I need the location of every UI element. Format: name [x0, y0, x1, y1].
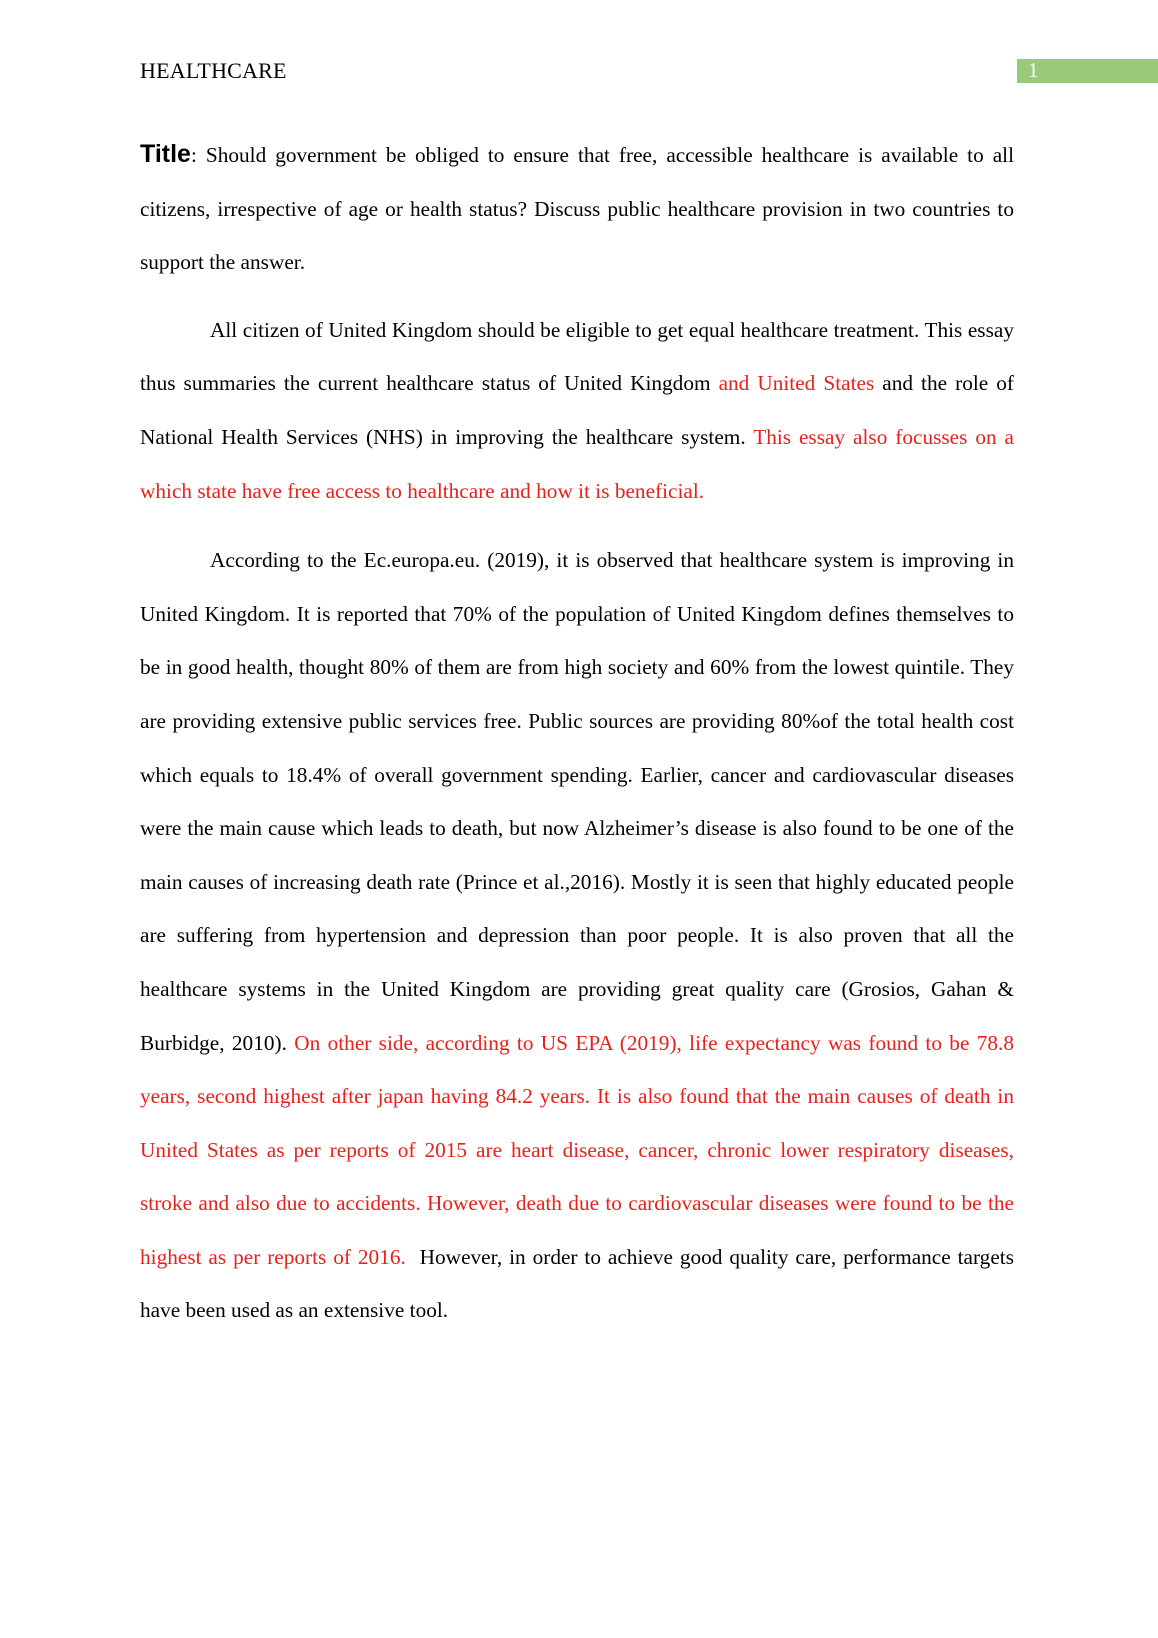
page-number-bar	[1017, 59, 1158, 83]
essay-title	[140, 128, 1014, 290]
title-text: Should government be obliged to ensure that free, accessible healthcare is available to all citizens, irrespective of age or health status? Discuss public healthcare provision in two countries to support the answer.	[140, 143, 1014, 275]
title-separator: :	[190, 143, 197, 167]
revised-text: and United States	[718, 371, 875, 396]
title-label: Title	[140, 140, 191, 168]
paragraph-healthcare-status	[140, 534, 1020, 1338]
paragraph-introduction	[140, 304, 1014, 518]
paragraph-text: All citizen of United Kingdom should be eligible to get equal healthcare treatment. This essay thus summaries the current healthcare status of United Kingdom	[140, 317, 1014, 396]
paragraph-text: According to the Ec.europa.eu. (2019), it is observed that healthcare system is improving in United Kingdom. It is reported that 70% of the population of United Kingdom defines themselves to be in good health, thought 80% of them are from high society and 60% from the lowest quintile. They are providing extensive public services free. Public sources are providing 80%of the total health cost which equals to 18.4% of overall government spending. Earlier, cancer and cardiovascular diseases were the main cause which leads to death, but now Alzheimer’s disease is also found to be one of the main causes of increasing death rate (Prince et al.,2016). Mostly it is seen that highly educated people are suffering from hypertension and depression than poor people. It is also proven that all the healthcare systems in the United Kingdom are providing great quality care (Grosios, Gahan & Burbidge, 2010).	[140, 548, 1014, 1055]
document-body	[140, 128, 1020, 1354]
running-header-title: HEALTHCARE	[140, 58, 287, 83]
paragraph-text: and the role of National Health Services (NHS) in improving the healthcare system.	[140, 371, 1014, 449]
paragraph-text: However, in order to achieve good quality care, performance targets have been used as an extensive tool.	[140, 1244, 1020, 1323]
page-number: 1	[1028, 58, 1039, 82]
revised-text: On other side, according to US EPA (2019), life expectancy was found to be 78.8 years, second highest after japan having 84.2 years. It is also found that the main causes of death in United States as per reports of 2015 are heart disease, cancer, chronic lower respiratory diseases, stroke and also due to accidents. However, death due to cardiovascular diseases were found to be the highest as per reports of 2016.	[140, 1030, 1015, 1269]
revised-text: This essay also focusses on a which state have free access to healthcare and how it is beneficial.	[140, 424, 1014, 503]
